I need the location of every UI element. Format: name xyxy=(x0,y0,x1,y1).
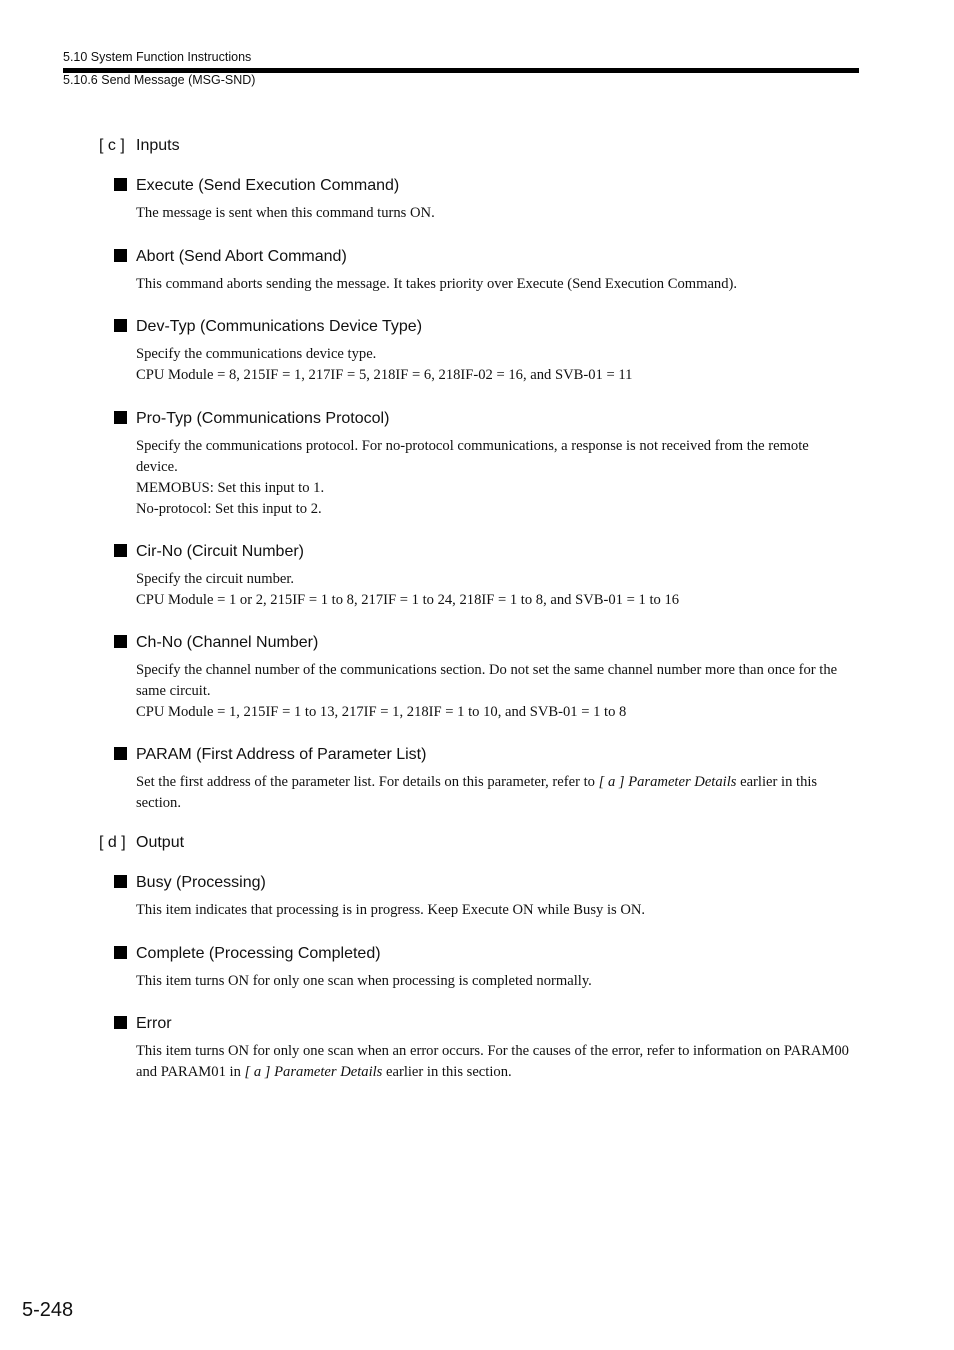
body-line: This item turns ON for only one scan when an error occurs. For the causes of the error, refer to information on PARAM00 and PARAM01 in [ a ] Parameter Details earlier in this section. xyxy=(136,1043,849,1080)
body-line: This item indicates that processing is in progress. Keep Execute ON while Busy is ON. xyxy=(136,902,646,918)
body-line: No-protocol: Set this input to 2. xyxy=(136,501,322,517)
body-line: CPU Module = 1 or 2, 215IF = 1 to 8, 217IF = 1 to 24, 218IF = 1 to 8, and SVB-01 = 1 to 16 xyxy=(136,592,680,608)
item-heading: Complete (Processing Completed) xyxy=(136,945,381,962)
section-inputs-title: Inputs xyxy=(136,137,180,154)
bullet-square-icon xyxy=(114,635,127,648)
item-complete xyxy=(114,944,849,992)
bullet-square-icon xyxy=(114,249,127,262)
section-output-title: Output xyxy=(136,834,185,851)
body-line: This item turns ON for only one scan when processing is completed normally. xyxy=(136,973,592,989)
item-heading: Cir-No (Circuit Number) xyxy=(136,543,305,560)
item-body xyxy=(136,1041,849,1083)
bullet-square-icon xyxy=(114,875,127,888)
page-number: 5-248 xyxy=(22,1299,74,1321)
item-heading: Pro-Typ (Communications Protocol) xyxy=(136,410,390,427)
body-line: CPU Module = 8, 215IF = 1, 217IF = 5, 218IF = 6, 218IF-02 = 16, and SVB-01 = 11 xyxy=(136,367,633,383)
body-line: Set the first address of the parameter list. For details on this parameter, refer to [ a ] Parameter Details earlier in this section. xyxy=(136,774,818,811)
item-body xyxy=(136,900,849,921)
item-body xyxy=(136,203,849,224)
item-body xyxy=(136,436,849,520)
item-param xyxy=(114,745,849,814)
item-cir-no xyxy=(114,542,849,611)
item-heading: Error xyxy=(136,1015,172,1032)
item-heading: Execute (Send Execution Command) xyxy=(136,177,400,194)
item-execute xyxy=(114,176,849,224)
bullet-square-icon xyxy=(114,747,127,760)
section-output-heading xyxy=(99,834,184,852)
item-error xyxy=(114,1014,849,1083)
body-line: MEMOBUS: Set this input to 1. xyxy=(136,480,325,496)
item-body xyxy=(136,772,849,814)
body-line: Specify the communications device type. xyxy=(136,346,377,362)
body-line: Specify the circuit number. xyxy=(136,571,295,587)
item-abort xyxy=(114,247,849,295)
item-dev-typ xyxy=(114,317,849,386)
body-line: Specify the channel number of the communications section. Do not set the same channel number more than once for the same circuit. xyxy=(136,662,838,699)
section-inputs-label: [ c ] xyxy=(99,137,125,154)
section-inputs-heading xyxy=(99,137,180,155)
item-ch-no xyxy=(114,633,849,723)
bullet-square-icon xyxy=(114,411,127,424)
bullet-square-icon xyxy=(114,319,127,332)
body-line: CPU Module = 1, 215IF = 1 to 13, 217IF = 1, 218IF = 1 to 10, and SVB-01 = 1 to 8 xyxy=(136,704,627,720)
section-output-label: [ d ] xyxy=(99,834,126,851)
cross-reference: [ a ] Parameter Details xyxy=(244,1064,383,1080)
item-body xyxy=(136,344,849,386)
bullet-square-icon xyxy=(114,544,127,557)
item-body xyxy=(136,660,849,723)
header-section: 5.10 System Function Instructions xyxy=(63,50,252,64)
body-line: Specify the communications protocol. For no-protocol communications, a response is not received from the remote device. xyxy=(136,438,809,475)
item-heading: Abort (Send Abort Command) xyxy=(136,248,347,265)
item-heading: Ch-No (Channel Number) xyxy=(136,634,319,651)
bullet-square-icon xyxy=(114,946,127,959)
bullet-square-icon xyxy=(114,1016,127,1029)
item-body xyxy=(136,971,849,992)
item-body xyxy=(136,569,849,611)
header-subsection: 5.10.6 Send Message (MSG-SND) xyxy=(63,73,256,87)
item-heading: Busy (Processing) xyxy=(136,874,266,891)
item-heading: PARAM (First Address of Parameter List) xyxy=(136,746,427,763)
bullet-square-icon xyxy=(114,178,127,191)
item-body xyxy=(136,274,849,295)
item-pro-typ xyxy=(114,409,849,520)
cross-reference: [ a ] Parameter Details xyxy=(598,774,737,790)
item-busy xyxy=(114,873,849,921)
body-line: This command aborts sending the message. It takes priority over Execute (Send Execution Command). xyxy=(136,276,738,292)
body-line: The message is sent when this command turns ON. xyxy=(136,205,435,221)
item-heading: Dev-Typ (Communications Device Type) xyxy=(136,318,423,335)
